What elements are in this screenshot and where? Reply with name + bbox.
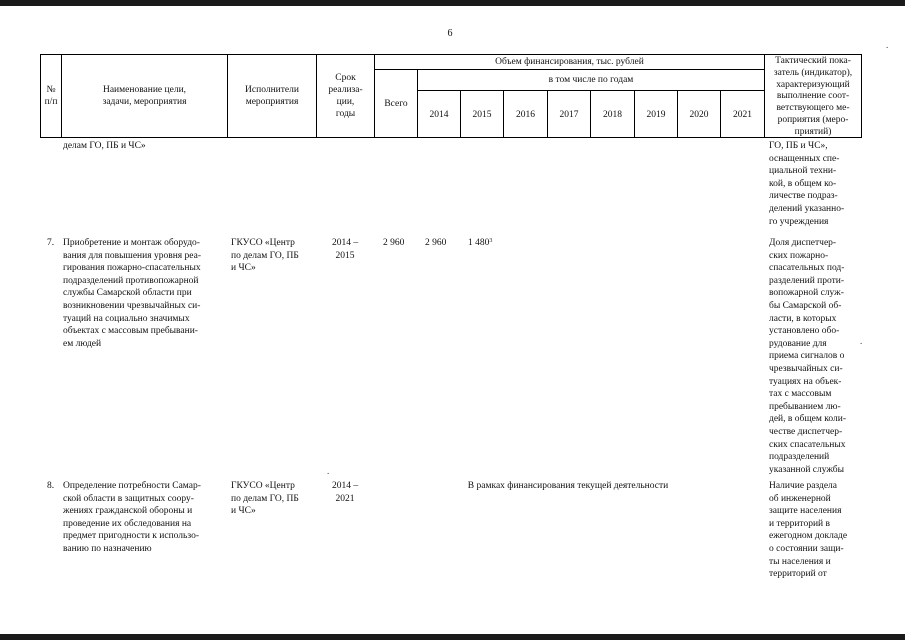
row-2015-value: 1 480 xyxy=(468,238,490,248)
header-number: № п/п xyxy=(44,85,58,107)
header-financing: Объем финансирования, тыс. рублей xyxy=(495,57,644,67)
continuation-indicator: ГО, ПБ и ЧС», оснащенных спе- циальной техни- кой, в общем ко- личестве подраз- делений указанно- го учреждения xyxy=(769,141,845,227)
header-year: 2018 xyxy=(603,110,622,120)
header-executors: Исполнители мероприятия xyxy=(245,85,299,107)
row-number: 8. xyxy=(47,481,55,491)
scan-speck: . xyxy=(886,40,889,50)
header-total: Всего xyxy=(384,99,408,109)
row-indicator: Доля диспетчер- ских пожарно- спасательных под- разделений проти- вопожарной служ- бы Самарской об- ласти, в которых установлено обо- рудование для приема сигналов о чрезвычайных си- туациях на объек- тах с массовым пребыванием лю- дей, в общем коли- честве диспетчер- ских спасательных подразделений указанной службы xyxy=(769,238,846,475)
header-term: Срок реализа- ции, годы xyxy=(328,73,363,119)
row-term: 2014 – 2021 xyxy=(331,481,359,504)
header-year: 2021 xyxy=(733,110,752,120)
top-scan-border xyxy=(0,0,905,6)
row-term: 2014 – 2015 xyxy=(331,238,359,261)
row-executors: ГКУСО «Центр по делам ГО, ПБ и ЧС» xyxy=(231,481,299,517)
header-year: 2015 xyxy=(472,110,492,120)
header-year: 2020 xyxy=(689,110,709,120)
bottom-scan-border xyxy=(0,634,905,640)
row-financing-note: В рамках финансирования текущей деятельности xyxy=(467,481,669,491)
row-2015 xyxy=(468,237,492,250)
header-year: 2017 xyxy=(559,110,579,120)
row-name: Определение потребности Самар- ской области в защитных соору- жениях гражданской обороны и проведение их обследования на предмет пригодности к использо- ванию по назначению xyxy=(63,481,201,554)
header-year: 2019 xyxy=(646,110,666,120)
scan-speck: . xyxy=(860,336,863,346)
header-name: Наименование цели, задачи, мероприятия xyxy=(102,85,187,107)
continuation-name: делам ГО, ПБ и ЧС» xyxy=(63,141,146,151)
row-total: 2 960 xyxy=(383,238,405,248)
row-indicator: Наличие раздела об инженерной защите населения и территорий в ежегодном докладе о состоянии защи- ты населения и территорий от xyxy=(769,481,848,580)
row-2014: 2 960 xyxy=(425,238,447,248)
header-indicator: Тактический пока- затель (индикатор), характеризующий выполнение соот- ветствующего ме- роприятия (меро- приятий) xyxy=(773,56,853,137)
table-header xyxy=(40,54,862,138)
row-executors: ГКУСО «Центр по делам ГО, ПБ и ЧС» xyxy=(231,238,299,274)
row-number: 7. xyxy=(47,238,55,248)
footnote-mark: 3 xyxy=(489,238,493,244)
header-by-years: в том числе по годам xyxy=(548,75,634,85)
header-year: 2016 xyxy=(516,110,535,120)
scan-speck: . xyxy=(327,466,330,476)
header-year: 2014 xyxy=(429,110,449,120)
row-name: Приобретение и монтаж оборудо- вания для повышения уровня реа- гирования пожарно-спасательных подразделений противопожарной службы Самарской области при возникновении чрезвычайных си- туаций на социально значимых объектах с массовым пребывани- ем людей xyxy=(63,238,201,349)
page-number: 6 xyxy=(447,28,453,39)
